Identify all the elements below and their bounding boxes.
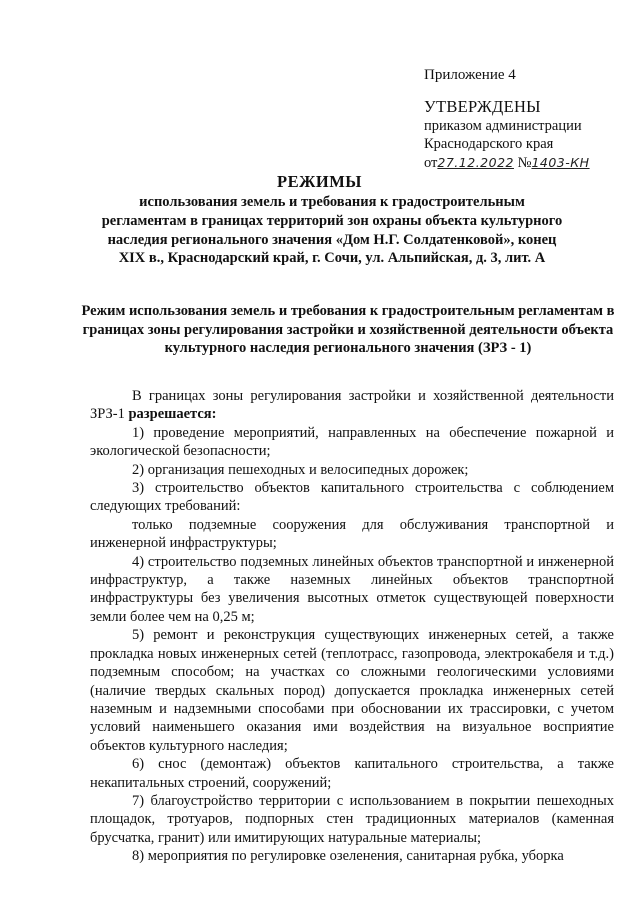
list-item: 5) ремонт и реконструкция существующих инженерных сетей, а также прокладка новых инженерных сетей (теплотрасс, газопровода, электрокабеля и т.д.) подземным способом; на участках со сложными геологическими условиями (наличие твердых скальных пород) допускается прокладка инженерных сетей наземным и надземными способами при обосновании их трассировки, с учетом условий наименьшего оказания ими воздействия на визуальное восприятие объектов культурного наследия; [90, 627, 614, 754]
title-heading: РЕЖИМЫ [276, 172, 362, 191]
list-item: 7) благоустройство территории с использованием в покрытии пешеходных площадок, тротуаров, подпорных стен традиционных материалов (каменная брусчатка, гранит) или имитирующих натуральные материалы; [90, 792, 614, 846]
approved-heading: УТВЕРЖДЕНЫ [424, 97, 541, 117]
lead-paragraph [90, 387, 614, 424]
order-date: 27.12.2022 [437, 154, 514, 170]
document-title [0, 173, 639, 268]
list-item: 4) строительство подземных линейных объектов транспортной и инженерной инфраструктур, а также наземных линейных объектов транспортной инфраструктуры без увеличения высотных отметок существующей поверхности земли более чем на 0,25 м; [90, 553, 614, 625]
approval-line-1: приказом администрации [424, 117, 582, 134]
list-item: только подземные сооружения для обслуживания транспортной и инженерной инфраструктуры; [90, 516, 614, 552]
appendix-label: Приложение 4 [424, 67, 516, 83]
list-item: 6) снос (демонтаж) объектов капитального строительства, а также некапитальных строений, сооружений; [90, 756, 614, 791]
document-body [90, 387, 614, 866]
order-line [424, 154, 629, 172]
title-subtitle: использования земель и требования к градостроительным регламентам в границах территорий зон охраны объекта культурного наследия регионального значения «Дом Н.Г. Солдатенковой», конец XIX в., Краснодарский край, г. Сочи, ул. Альпийская, д. 3, лит. А [101, 194, 563, 267]
lead-bold: разрешается: [128, 406, 217, 423]
approval-line-2: Краснодарского края [424, 136, 554, 153]
lead-text: В границах зоны регулирования застройки и хозяйственной деятельности ЗРЗ-1 [90, 388, 614, 423]
list-item: 3) строительство объектов капитального строительства с соблюдением следующих требований: [90, 480, 614, 515]
list-item: 1) проведение мероприятий, направленных на обеспечение пожарной и экологической безопасности; [90, 424, 614, 460]
section-heading: Режим использования земель и требования к градостроительным регламентам в границах зоны регулирования застройки и хозяйственной деятельности объекта культурного наследия регионального значения (ЗРЗ - 1) [81, 303, 615, 357]
approval-block [424, 66, 629, 172]
order-number-prefix: № [517, 154, 532, 171]
list-item: 8) мероприятия по регулировке озеленения, санитарная рубка, уборка [132, 848, 564, 865]
list-item: 2) организация пешеходных и велосипедных дорожек; [132, 461, 469, 478]
order-prefix: от [424, 154, 438, 171]
order-number: 1403-КН [531, 154, 590, 170]
